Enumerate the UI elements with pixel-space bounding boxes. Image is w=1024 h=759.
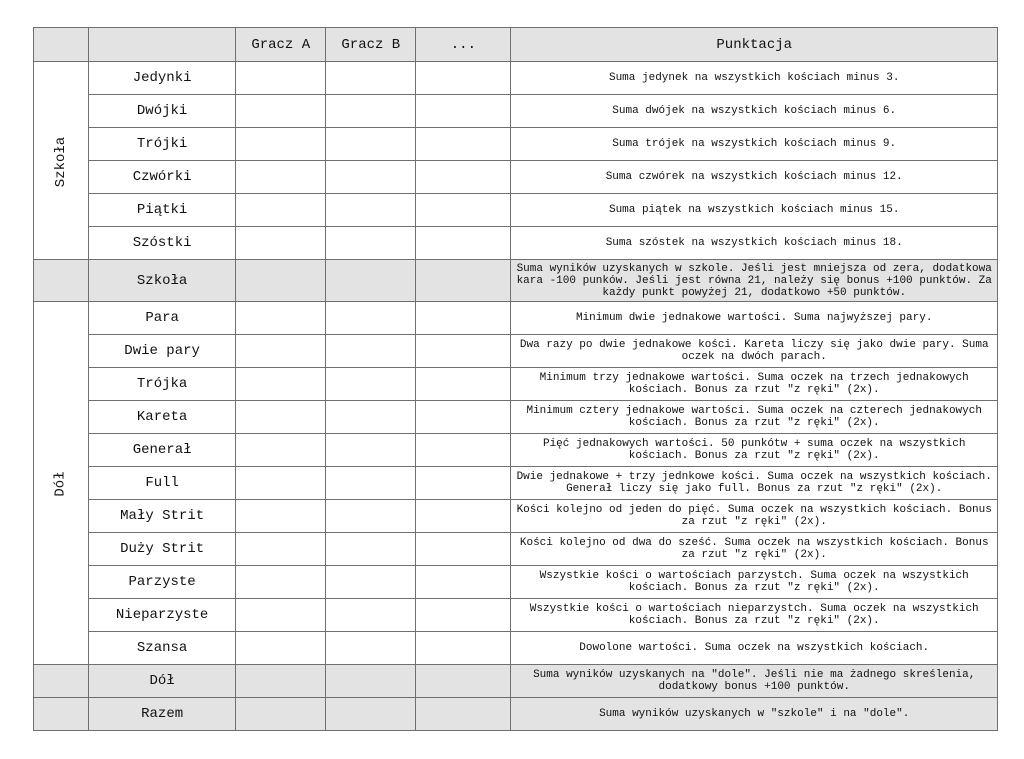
table-row bbox=[34, 161, 998, 194]
summary-name: Szkoła bbox=[89, 260, 236, 302]
category-score-cell-0[interactable] bbox=[236, 434, 326, 467]
category-score-cell-2[interactable] bbox=[416, 500, 511, 533]
table-row bbox=[34, 401, 998, 434]
category-score-cell-1[interactable] bbox=[326, 632, 416, 665]
table-row bbox=[34, 566, 998, 599]
category-name: Duży Strit bbox=[89, 533, 236, 566]
table-row bbox=[34, 227, 998, 260]
table-row bbox=[34, 434, 998, 467]
category-score-cell-1[interactable] bbox=[326, 467, 416, 500]
summary-score-cell-2[interactable] bbox=[416, 665, 511, 698]
category-name: Trójka bbox=[89, 368, 236, 401]
category-score-cell-1[interactable] bbox=[326, 566, 416, 599]
category-name: Trójki bbox=[89, 128, 236, 161]
summary-score-cell-2[interactable] bbox=[416, 260, 511, 302]
category-name: Jedynki bbox=[89, 62, 236, 95]
category-score-cell-0[interactable] bbox=[236, 95, 326, 128]
table-row bbox=[34, 467, 998, 500]
category-rule: Suma trójek na wszystkich kościach minus 9. bbox=[511, 128, 998, 161]
category-score-cell-1[interactable] bbox=[326, 434, 416, 467]
summary-row bbox=[34, 665, 998, 698]
category-score-cell-1[interactable] bbox=[326, 95, 416, 128]
category-score-cell-1[interactable] bbox=[326, 161, 416, 194]
summary-rule: Suma wyników uzyskanych w szkole. Jeśli jest mniejsza od zera, dodatkowa kara -100 punków. Jeśli jest równa 21, należy się bonus +100 punktów. Za każdy punkt powyżej 21, dodatkowo +50 punktów. bbox=[511, 260, 998, 302]
total-score-cell-2[interactable] bbox=[416, 698, 511, 731]
category-rule: Suma dwójek na wszystkich kościach minus 6. bbox=[511, 95, 998, 128]
summary-rule: Suma wyników uzyskanych na "dole". Jeśli nie ma żadnego skreślenia, dodatkowy bonus +100 punktów. bbox=[511, 665, 998, 698]
table-row bbox=[34, 599, 998, 632]
category-score-cell-0[interactable] bbox=[236, 302, 326, 335]
category-score-cell-0[interactable] bbox=[236, 62, 326, 95]
total-name: Razem bbox=[89, 698, 236, 731]
category-score-cell-2[interactable] bbox=[416, 95, 511, 128]
table-row bbox=[34, 368, 998, 401]
summary-score-cell-1[interactable] bbox=[326, 665, 416, 698]
category-score-cell-1[interactable] bbox=[326, 368, 416, 401]
category-score-cell-1[interactable] bbox=[326, 533, 416, 566]
category-score-cell-0[interactable] bbox=[236, 566, 326, 599]
total-score-cell-1[interactable] bbox=[326, 698, 416, 731]
category-score-cell-2[interactable] bbox=[416, 128, 511, 161]
category-rule: Pięć jednakowych wartości. 50 punkótw + suma oczek na wszystkich kościach. Bonus za rzut "z ręki" (2x). bbox=[511, 434, 998, 467]
category-rule: Suma jedynek na wszystkich kościach minus 3. bbox=[511, 62, 998, 95]
category-score-cell-0[interactable] bbox=[236, 500, 326, 533]
category-score-cell-1[interactable] bbox=[326, 500, 416, 533]
category-score-cell-2[interactable] bbox=[416, 161, 511, 194]
category-name: Generał bbox=[89, 434, 236, 467]
table-row bbox=[34, 533, 998, 566]
category-score-cell-2[interactable] bbox=[416, 566, 511, 599]
category-name: Para bbox=[89, 302, 236, 335]
category-score-cell-2[interactable] bbox=[416, 227, 511, 260]
category-score-cell-2[interactable] bbox=[416, 302, 511, 335]
category-score-cell-2[interactable] bbox=[416, 368, 511, 401]
category-name: Szóstki bbox=[89, 227, 236, 260]
total-score-cell-0[interactable] bbox=[236, 698, 326, 731]
category-score-cell-0[interactable] bbox=[236, 335, 326, 368]
category-rule: Dwie jednakowe + trzy jednkowe kości. Suma oczek na wszystkich kościach. Generał liczy się jako full. Bonus za rzut "z ręki" (2x). bbox=[511, 467, 998, 500]
category-name: Parzyste bbox=[89, 566, 236, 599]
summary-score-cell-0[interactable] bbox=[236, 665, 326, 698]
category-score-cell-1[interactable] bbox=[326, 194, 416, 227]
table-row bbox=[34, 302, 998, 335]
category-score-cell-1[interactable] bbox=[326, 128, 416, 161]
header-more-players: ... bbox=[416, 28, 511, 62]
summary-score-cell-1[interactable] bbox=[326, 260, 416, 302]
total-row bbox=[34, 698, 998, 731]
category-score-cell-0[interactable] bbox=[236, 533, 326, 566]
category-rule: Minimum trzy jednakowe wartości. Suma oczek na trzech jednakowych kościach. Bonus za rzut "z ręki" (2x). bbox=[511, 368, 998, 401]
category-rule: Dowolone wartości. Suma oczek na wszystkich kościach. bbox=[511, 632, 998, 665]
section-label: Dół bbox=[53, 471, 70, 497]
table-row bbox=[34, 128, 998, 161]
category-name: Szansa bbox=[89, 632, 236, 665]
category-score-cell-0[interactable] bbox=[236, 128, 326, 161]
category-score-cell-1[interactable] bbox=[326, 302, 416, 335]
table-row bbox=[34, 95, 998, 128]
table-row bbox=[34, 194, 998, 227]
summary-name: Dół bbox=[89, 665, 236, 698]
category-rule: Suma piątek na wszystkich kościach minus 15. bbox=[511, 194, 998, 227]
category-score-cell-2[interactable] bbox=[416, 194, 511, 227]
category-name: Kareta bbox=[89, 401, 236, 434]
header-player-b: Gracz B bbox=[326, 28, 416, 62]
table-row bbox=[34, 632, 998, 665]
category-score-cell-0[interactable] bbox=[236, 401, 326, 434]
summary-section-cell bbox=[34, 665, 89, 698]
category-score-cell-0[interactable] bbox=[236, 467, 326, 500]
category-name: Piątki bbox=[89, 194, 236, 227]
category-rule: Minimum dwie jednakowe wartości. Suma najwyższej pary. bbox=[511, 302, 998, 335]
category-rule: Wszystkie kości o wartościach nieparzystch. Suma oczek na wszystkich kościach. Bonus za rzut "z ręki" (2x). bbox=[511, 599, 998, 632]
summary-row bbox=[34, 260, 998, 302]
category-score-cell-2[interactable] bbox=[416, 599, 511, 632]
section-label: Szkoła bbox=[53, 136, 70, 187]
category-score-cell-2[interactable] bbox=[416, 62, 511, 95]
category-name: Full bbox=[89, 467, 236, 500]
total-section-cell bbox=[34, 698, 89, 731]
header-row bbox=[34, 28, 998, 62]
category-name: Mały Strit bbox=[89, 500, 236, 533]
category-score-cell-1[interactable] bbox=[326, 62, 416, 95]
category-rule: Suma czwórek na wszystkich kościach minus 12. bbox=[511, 161, 998, 194]
category-score-cell-0[interactable] bbox=[236, 194, 326, 227]
header-name-cell bbox=[89, 28, 236, 62]
table-row bbox=[34, 500, 998, 533]
category-rule: Suma szóstek na wszystkich kościach minus 18. bbox=[511, 227, 998, 260]
table-row bbox=[34, 62, 998, 95]
category-score-cell-0[interactable] bbox=[236, 227, 326, 260]
category-name: Czwórki bbox=[89, 161, 236, 194]
category-score-cell-1[interactable] bbox=[326, 599, 416, 632]
category-score-cell-0[interactable] bbox=[236, 161, 326, 194]
category-score-cell-0[interactable] bbox=[236, 632, 326, 665]
summary-section-cell bbox=[34, 260, 89, 302]
category-name: Nieparzyste bbox=[89, 599, 236, 632]
header-player-a: Gracz A bbox=[236, 28, 326, 62]
category-score-cell-0[interactable] bbox=[236, 368, 326, 401]
category-name: Dwójki bbox=[89, 95, 236, 128]
category-name: Dwie pary bbox=[89, 335, 236, 368]
category-score-cell-1[interactable] bbox=[326, 335, 416, 368]
category-score-cell-2[interactable] bbox=[416, 401, 511, 434]
category-rule: Kości kolejno od jeden do pięć. Suma oczek na wszystkich kościach. Bonus za rzut "z ręki" (2x). bbox=[511, 500, 998, 533]
table-row bbox=[34, 335, 998, 368]
header-scoring: Punktacja bbox=[511, 28, 998, 62]
category-score-cell-2[interactable] bbox=[416, 632, 511, 665]
category-score-cell-1[interactable] bbox=[326, 401, 416, 434]
section-label-cell bbox=[34, 302, 89, 665]
category-score-cell-1[interactable] bbox=[326, 227, 416, 260]
score-sheet-table bbox=[33, 27, 998, 731]
category-rule: Wszystkie kości o wartościach parzystch. Suma oczek na wszystkich kościach. Bonus za rzut "z ręki" (2x). bbox=[511, 566, 998, 599]
category-score-cell-0[interactable] bbox=[236, 599, 326, 632]
category-rule: Dwa razy po dwie jednakowe kości. Kareta liczy się jako dwie pary. Suma oczek na dwóch parach. bbox=[511, 335, 998, 368]
category-score-cell-2[interactable] bbox=[416, 335, 511, 368]
category-score-cell-2[interactable] bbox=[416, 467, 511, 500]
category-score-cell-2[interactable] bbox=[416, 533, 511, 566]
section-label-cell bbox=[34, 62, 89, 260]
summary-score-cell-0[interactable] bbox=[236, 260, 326, 302]
category-rule: Minimum cztery jednakowe wartości. Suma oczek na czterech jednakowych kościach. Bonus za rzut "z ręki" (2x). bbox=[511, 401, 998, 434]
total-rule: Suma wyników uzyskanych w "szkole" i na "dole". bbox=[511, 698, 998, 731]
header-section-cell bbox=[34, 28, 89, 62]
category-rule: Kości kolejno od dwa do sześć. Suma oczek na wszystkich kościach. Bonus za rzut "z ręki" (2x). bbox=[511, 533, 998, 566]
category-score-cell-2[interactable] bbox=[416, 434, 511, 467]
